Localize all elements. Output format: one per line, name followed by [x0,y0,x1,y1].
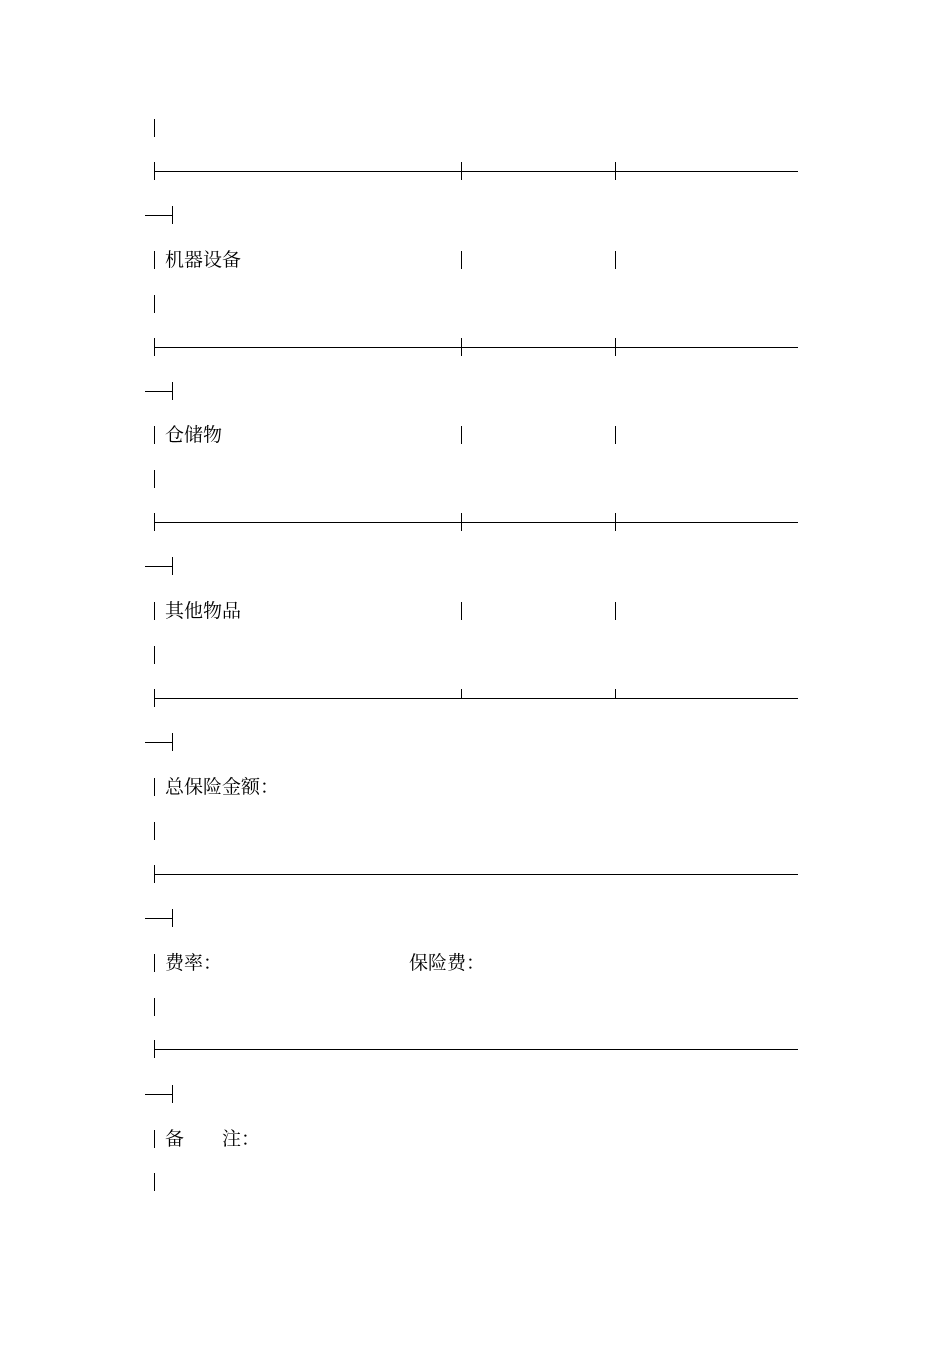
premium-label: 保险费： [409,952,486,974]
left-border [154,602,155,620]
column-divider [461,426,462,444]
column-divider [461,251,462,269]
column-divider [461,602,462,620]
left-border-stub [154,646,155,664]
left-border-stub [154,998,155,1016]
column-divider [615,251,616,269]
left-border [154,251,155,269]
row-label-machinery: 机器设备 [165,249,242,271]
left-border [154,778,155,796]
total-insured-amount-label: 总保险金额： [165,776,280,798]
left-border-stub [154,470,155,488]
left-border [154,1130,155,1148]
row-label-other-items: 其他物品 [165,600,242,622]
remarks-label-part2: 注： [222,1128,261,1150]
left-border-stub [154,119,155,137]
column-divider [615,602,616,620]
left-border-stub [154,822,155,840]
left-border [154,426,155,444]
remarks-label-part1: 备 [165,1128,185,1150]
rate-label: 费率： [165,952,223,974]
row-label-storage: 仓储物 [165,424,223,446]
left-border [154,954,155,972]
left-border-stub [154,1173,155,1191]
column-divider [615,426,616,444]
left-border-stub [154,295,155,313]
